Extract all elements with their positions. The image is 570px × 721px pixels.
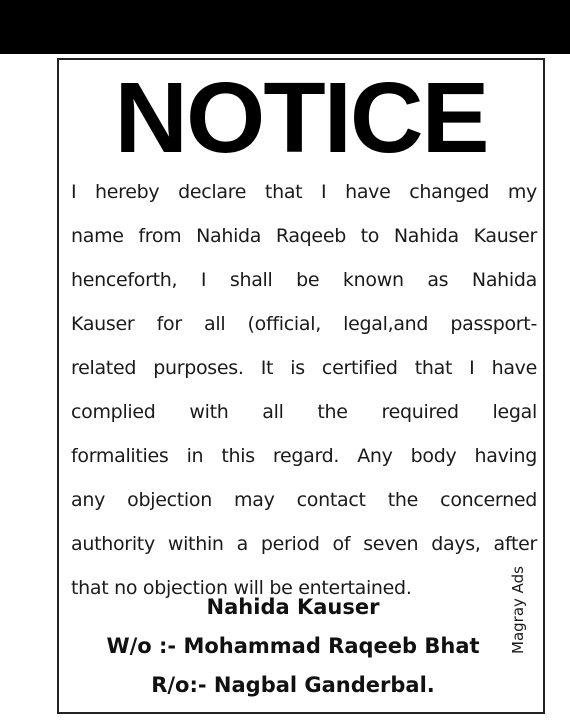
signature-block bbox=[73, 588, 513, 705]
top-black-bar bbox=[0, 0, 570, 54]
body-line: name from Nahida Raqeeb to Nahida Kauser bbox=[71, 225, 537, 247]
signature-wife-of: W/o :- Mohammad Raqeeb Bhat bbox=[106, 634, 480, 658]
body-line: complied with all the required legal bbox=[71, 401, 537, 423]
body-line: that no objection will be entertained. bbox=[71, 577, 412, 599]
body-line: formalities in this regard. Any body having bbox=[71, 445, 537, 467]
body-line: any objection may contact the concerned bbox=[71, 489, 537, 511]
notice-box bbox=[57, 58, 545, 714]
body-line: henceforth, I shall be known as Nahida bbox=[71, 269, 537, 291]
body-line: I hereby declare that I have changed my bbox=[71, 181, 537, 203]
body-line: authority within a period of seven days, after bbox=[71, 533, 537, 555]
ad-agency-credit: Magray Ads bbox=[509, 566, 527, 654]
notice-body bbox=[71, 170, 537, 610]
signature-name: Nahida Kauser bbox=[206, 595, 380, 619]
notice-title: NOTICE bbox=[114, 62, 488, 174]
body-line: related purposes. It is certified that I have bbox=[71, 357, 537, 379]
signature-resident-of: R/o:- Nagbal Ganderbal. bbox=[151, 673, 435, 697]
body-line: Kauser for all (official, legal,and passport- bbox=[71, 313, 537, 335]
